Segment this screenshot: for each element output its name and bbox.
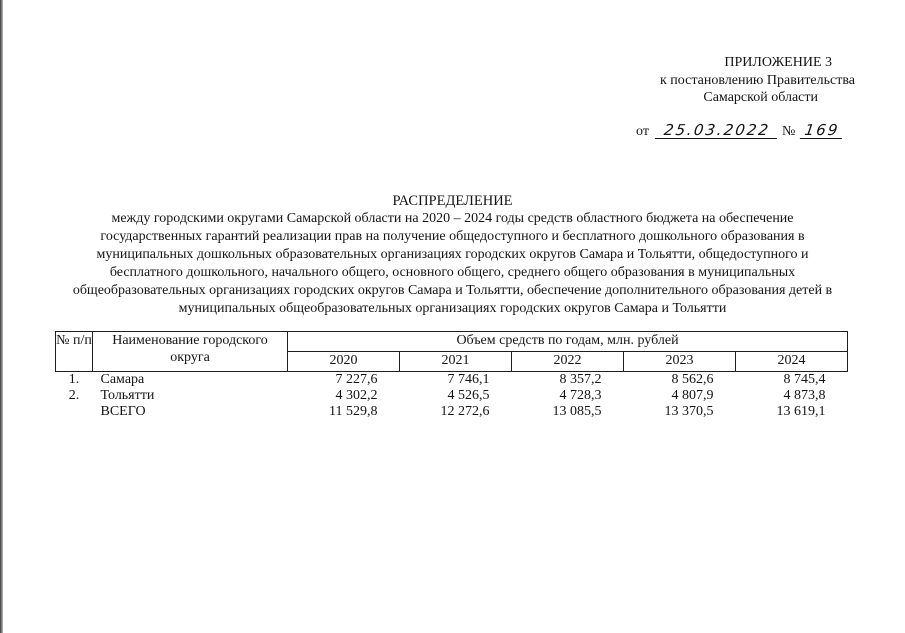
decree-reference [636, 122, 843, 140]
table-row [56, 372, 848, 389]
appendix-subtitle-line1: к постановлению Правительства [659, 72, 855, 88]
value-cell: 13 370,5 [664, 404, 714, 419]
row-number [56, 404, 93, 420]
district-name: ВСЕГО [100, 404, 146, 419]
header-year: 2022 [512, 352, 624, 372]
value-cell: 4 302,2 [335, 388, 378, 403]
district-name: Самара [100, 372, 145, 387]
value-cell: 12 272,6 [440, 404, 490, 419]
header-funds-by-year: Объем средств по годам, млн. рублей [288, 332, 848, 352]
appendix-header [625, 54, 855, 107]
value-cell: 4 873,8 [783, 388, 826, 403]
row-number: 1. [68, 372, 80, 387]
header-year: 2020 [288, 352, 400, 372]
appendix-title: ПРИЛОЖЕНИЕ 3 [724, 55, 832, 70]
appendix-subtitle-line2: Самарской области [703, 90, 818, 105]
value-cell: 8 357,2 [559, 372, 602, 387]
document-description: между городскими округами Самарской области на 2020 – 2024 годы средств областного бюджета на обеспечение государственных гарантий реализации прав на получение общедоступного и бесплатного дошкольного образования в муниципальных дошкольных образовательных организациях городских округов Самара и Тольятти, общедоступного и бесплатного дошкольного, начального общего, основного общего, среднего общего образования в муниципальных общеобразовательных организациях городских округов Самара и Тольятти, обеспечение дополнительного образования детей в муниципальных общеобразовательных организациях городских округов Самара и Тольятти [72, 211, 833, 316]
value-cell: 7 746,1 [447, 372, 490, 387]
distribution-table [55, 331, 848, 420]
number-label: № [781, 124, 796, 139]
value-cell: 4 807,9 [671, 388, 714, 403]
scan-edge [0, 0, 3, 633]
row-number: 2. [68, 388, 80, 403]
document-title: РАСПРЕДЕЛЕНИЕ [392, 193, 513, 209]
header-year: 2024 [736, 352, 848, 372]
value-cell: 4 728,3 [559, 388, 602, 403]
header-year: 2021 [400, 352, 512, 372]
header-district-name: Наименование городского округа [93, 332, 288, 372]
value-cell: 7 227,6 [335, 372, 378, 387]
value-cell: 13 085,5 [552, 404, 602, 419]
header-year: 2023 [624, 352, 736, 372]
table-row [56, 388, 848, 404]
district-name: Тольятти [100, 388, 155, 403]
value-cell: 8 562,6 [671, 372, 714, 387]
value-cell: 13 619,1 [776, 404, 826, 419]
handwritten-date: 25.03.2022 [655, 122, 779, 139]
from-label: от [636, 124, 649, 139]
header-number: № п/п [56, 332, 93, 372]
handwritten-number: 169 [800, 122, 844, 139]
value-cell: 8 745,4 [783, 372, 826, 387]
table-row-total [56, 404, 848, 420]
value-cell: 11 529,8 [329, 404, 378, 419]
value-cell: 4 526,5 [447, 388, 490, 403]
